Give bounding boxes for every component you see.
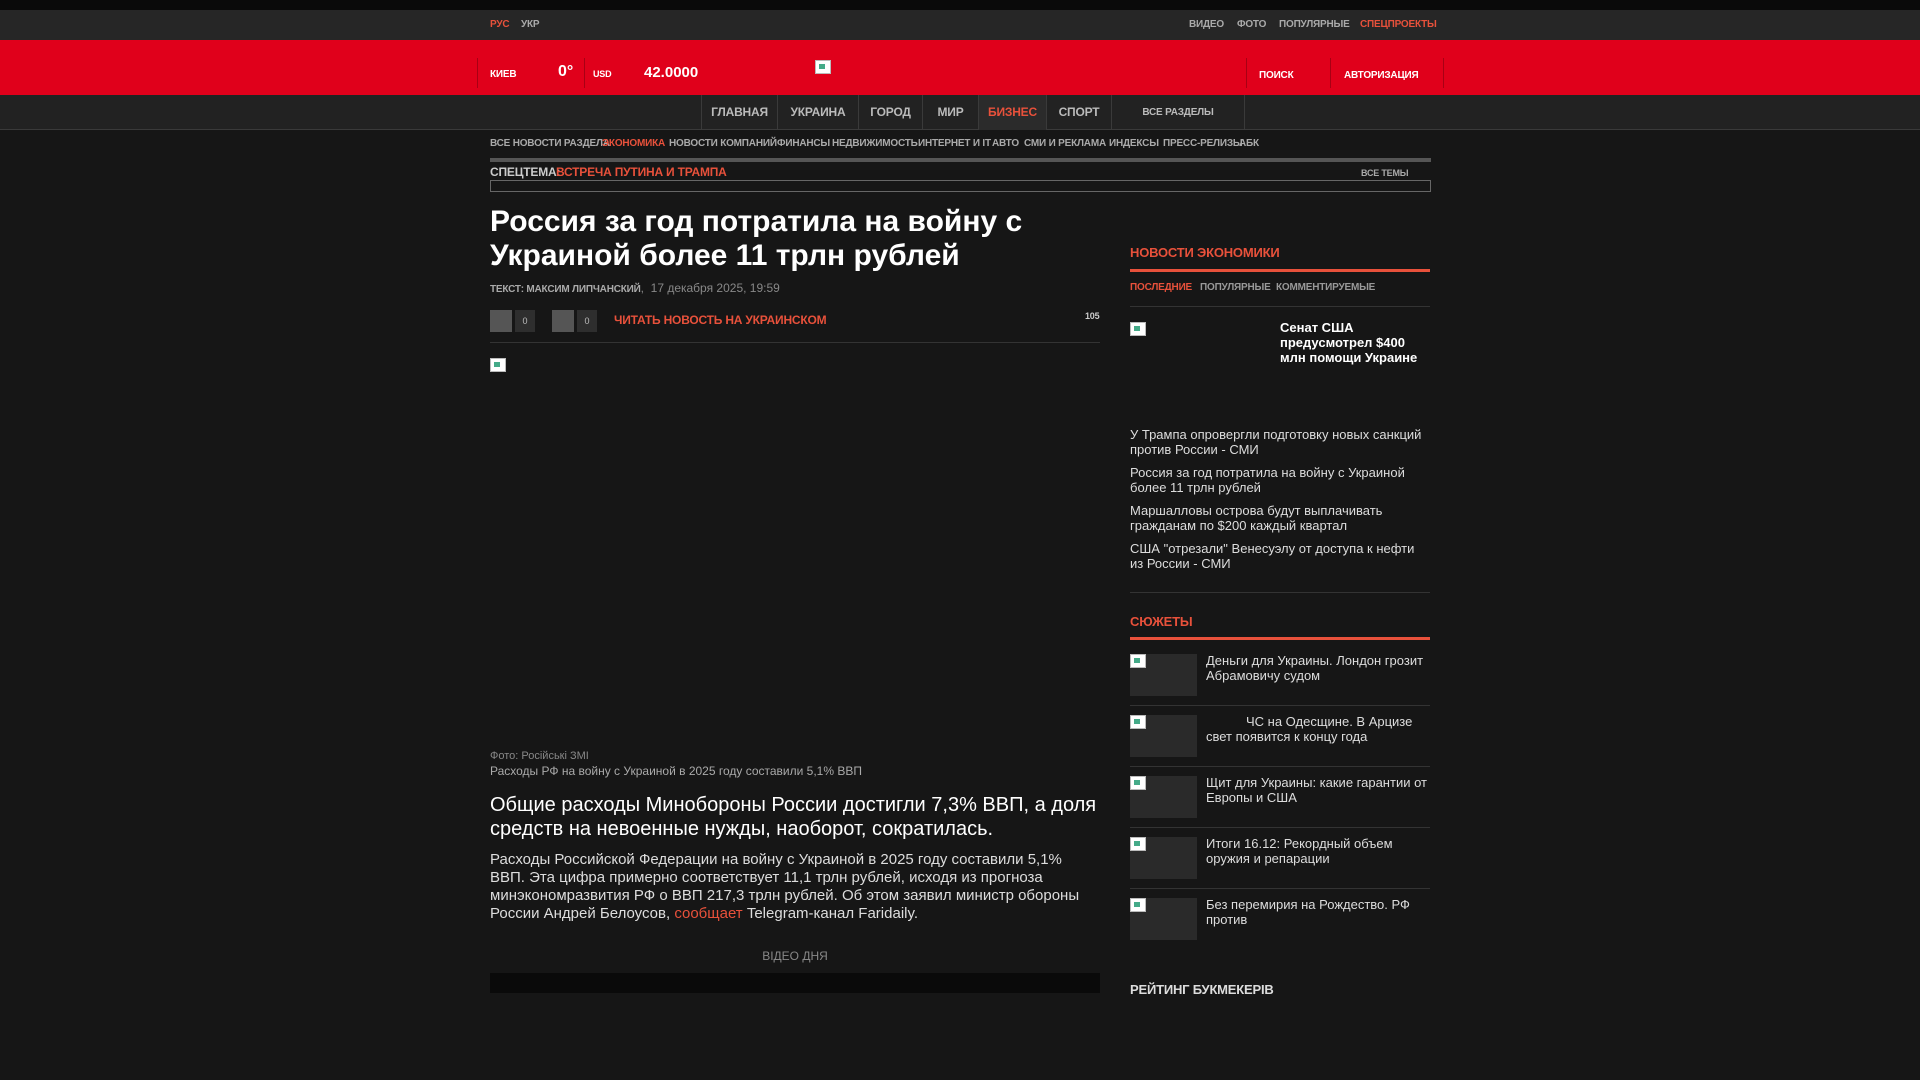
story-thumbnail[interactable]: [1130, 654, 1197, 696]
article-date: 17 декабря 2025, 19:59: [650, 281, 780, 295]
header-divider: [1443, 58, 1444, 88]
nav-all-sections[interactable]: ВСЕ РАЗДЕЛЫ: [1111, 95, 1245, 130]
sidebar-divider: [1130, 705, 1430, 706]
story-thumbnail[interactable]: [1130, 776, 1197, 818]
news-item[interactable]: У Трампа опровергли подготовку новых санкций против России - СМИ: [1130, 427, 1422, 457]
broken-image-icon: [1130, 898, 1146, 912]
twitter-share-count: 0: [577, 310, 597, 332]
nav-city[interactable]: ГОРОД: [858, 95, 922, 130]
tab-commented[interactable]: КОММЕНТИРУЕМЫЕ: [1276, 282, 1376, 293]
currency-label: USD: [593, 69, 612, 79]
tab-latest[interactable]: ПОСЛЕДНИЕ: [1130, 282, 1193, 293]
news-item[interactable]: Россия за год потратила на войну с Украиной более 11 трлн рублей: [1130, 465, 1405, 495]
special-topic-link[interactable]: ВСТРЕЧА ПУТИНА И ТРАМПА: [556, 165, 727, 179]
article-byline: ТЕКСТ: МАКСИМ ЛИПЧАНСКИЙ, 17 декабря 2025, 19:59: [490, 281, 780, 295]
sidebar-divider: [1130, 306, 1430, 307]
broken-image-icon: [490, 358, 506, 372]
sidebar-divider: [1130, 592, 1430, 593]
site-header: [0, 40, 1920, 95]
facebook-share-count: 0: [515, 310, 535, 332]
broken-image-icon: [1130, 837, 1146, 851]
facebook-share-icon[interactable]: [490, 310, 512, 332]
header-divider: [1246, 58, 1247, 88]
story-link[interactable]: Итоги 16.12: Рекордный объем оружия и репарации: [1206, 836, 1393, 866]
tab-popular[interactable]: ПОПУЛЯРНЫЕ: [1200, 282, 1271, 293]
header-divider: [584, 58, 585, 88]
article-author[interactable]: ТЕКСТ: МАКСИМ ЛИПЧАНСКИЙ: [490, 284, 641, 295]
topbar-photo-link[interactable]: ФОТО: [1237, 19, 1267, 30]
news-item[interactable]: США "отрезали" Венесуэлу от доступа к нефти из России - СМИ: [1130, 541, 1415, 571]
video-of-day-label: ВІДЕО ДНЯ: [762, 949, 828, 963]
subnav-company-news[interactable]: НОВОСТИ КОМПАНИЙ: [669, 138, 777, 149]
sidebar-divider: [1130, 827, 1430, 828]
search-link[interactable]: ПОИСК: [1259, 70, 1294, 81]
nav-sport[interactable]: СПОРТ: [1046, 95, 1111, 130]
nav-ukraine[interactable]: УКРАИНА: [777, 95, 858, 130]
header-divider: [477, 58, 478, 88]
nav-main[interactable]: ГЛАВНАЯ: [701, 95, 777, 130]
nav-business[interactable]: БИЗНЕС: [978, 95, 1046, 130]
lang-ua-link[interactable]: УКР: [521, 19, 540, 30]
heading-rule: [1130, 637, 1430, 640]
photo-caption: Расходы РФ на войну с Украиной в 2025 году составили 5,1% ВВП: [490, 764, 862, 778]
bookmaker-rating-heading[interactable]: РЕЙТИНГ БУКМЕКЕРІВ: [1130, 982, 1274, 997]
login-link[interactable]: АВТОРИЗАЦИЯ: [1344, 70, 1419, 81]
currency-value: 42.0000: [644, 64, 699, 81]
economy-news-heading[interactable]: НОВОСТИ ЭКОНОМИКИ: [1130, 245, 1280, 260]
featured-news-link[interactable]: Сенат США предусмотрел $400 млн помощи Украине: [1280, 320, 1418, 365]
story-thumbnail[interactable]: [1130, 898, 1197, 940]
source-link[interactable]: сообщает: [674, 905, 743, 922]
article-body: [490, 851, 1100, 923]
story-link[interactable]: ЧС на Одесщине. В Арцизе свет появится к концу года: [1206, 714, 1413, 744]
subnav-media-ads[interactable]: СМИ И РЕКЛАМА: [1024, 138, 1106, 149]
top-bar: [0, 10, 1920, 40]
weather-city: КИЕВ: [490, 69, 517, 80]
story-thumbnail[interactable]: [1130, 715, 1197, 757]
story-link[interactable]: Без перемирия на Рождество. РФ против: [1206, 897, 1410, 927]
article-lead: Общие расходы Минобороны России достигли 7,3% ВВП, а доля средств на невоенные нужды, наоборот, сократилась.: [490, 794, 1097, 840]
subnav-realty[interactable]: НЕДВИЖИМОСТЬ: [832, 138, 918, 149]
subnav-auto[interactable]: АВТО: [992, 138, 1019, 149]
heading-rule: [1130, 269, 1430, 272]
nav-world[interactable]: МИР: [922, 95, 978, 130]
video-player[interactable]: [490, 973, 1100, 993]
read-ukrainian-link[interactable]: ЧИТАТЬ НОВОСТЬ НА УКРАИНСКОМ: [614, 313, 827, 327]
stories-heading[interactable]: СЮЖЕТЫ: [1130, 614, 1193, 629]
topic-divider: [490, 158, 1431, 162]
broken-image-icon: [1130, 654, 1146, 668]
all-topics-link[interactable]: ВСЕ ТЕМЫ: [1361, 168, 1409, 178]
news-item[interactable]: Маршалловы острова будут выплачивать гражданам по $200 каждый квартал: [1130, 503, 1383, 533]
article-main-image: [490, 358, 1100, 738]
body-text-part: Telegram-канал Faridaily.: [742, 905, 919, 922]
story-link[interactable]: Щит для Украины: какие гарантии от Европы и США: [1206, 775, 1427, 805]
subnav-indexes[interactable]: ИНДЕКСЫ: [1109, 138, 1159, 149]
subnav-economy[interactable]: ЭКОНОМИКА: [602, 138, 666, 149]
site-logo[interactable]: [815, 60, 831, 74]
broken-image-icon: [1130, 715, 1146, 729]
subnav-abk[interactable]: АБК: [1239, 138, 1259, 149]
topic-box: [490, 180, 1431, 192]
article-divider: [490, 342, 1100, 343]
header-divider: [1330, 58, 1331, 88]
topbar-popular-link[interactable]: ПОПУЛЯРНЫЕ: [1279, 19, 1350, 30]
featured-news-image[interactable]: [1130, 322, 1146, 336]
special-topic-label: СПЕЦТЕМА:: [490, 165, 561, 179]
subnav-finance[interactable]: ФИНАНСЫ: [777, 138, 830, 149]
story-thumbnail[interactable]: [1130, 837, 1197, 879]
sidebar-divider: [1130, 766, 1430, 767]
lang-ru-link[interactable]: РУС: [490, 19, 510, 30]
story-link[interactable]: Деньги для Украины. Лондон грозит Абрамовичу судом: [1206, 653, 1424, 683]
body-text-part: Расходы Российской Федерации на войну с Украиной в 2025 году составили 5,1% ВВП. Эта цифра примерно соответствует 11,1 трлн рублей, исходя из прогноза минэкономразвития РФ о ВВП 217,3 трлн рублей. Об этом заявил министр обороны России Андрей Белоусов,: [490, 851, 1080, 922]
top-strip: [0, 0, 1920, 10]
photo-credit: Фото: Російські ЗМІ: [490, 750, 589, 762]
subnav-press-releases[interactable]: ПРЕСС-РЕЛИЗЫ: [1163, 138, 1243, 149]
topbar-specprojects-link[interactable]: СПЕЦПРОЕКТЫ: [1360, 19, 1437, 30]
subnav-all-news[interactable]: ВСЕ НОВОСТИ РАЗДЕЛА: [490, 138, 610, 149]
article-views: 105: [1085, 311, 1100, 321]
sidebar-divider: [1130, 888, 1430, 889]
broken-image-icon: [1130, 776, 1146, 790]
weather-temperature: 0°: [558, 63, 574, 80]
subnav-internet-it[interactable]: ИНТЕРНЕТ И IT: [918, 138, 991, 149]
topbar-video-link[interactable]: ВИДЕО: [1189, 19, 1224, 30]
twitter-share-icon[interactable]: [552, 310, 574, 332]
article-title: Россия за год потратила на войну с Украиной более 11 трлн рублей: [490, 205, 1023, 272]
